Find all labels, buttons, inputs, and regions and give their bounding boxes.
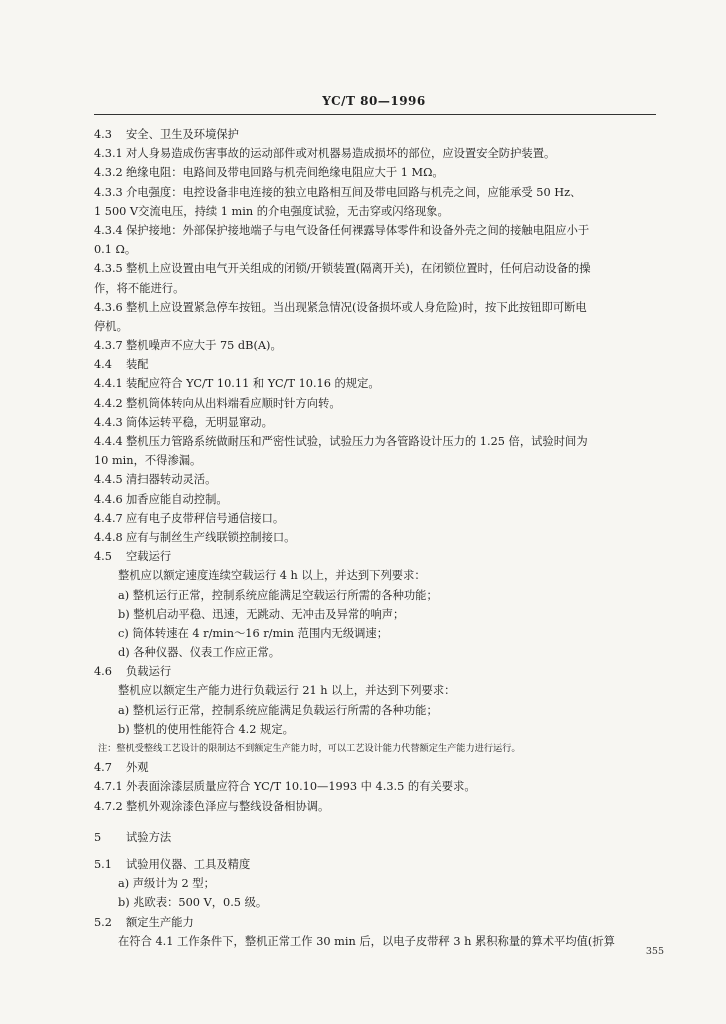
clause-number: 4.3.5 (94, 262, 123, 276)
clause-text: a) 整机运行正常，控制系统应能满足负载运行所需的各种功能； (118, 703, 438, 717)
text-line (94, 432, 660, 451)
clause-number: 4.4.8 (94, 530, 123, 544)
clause-text: b) 兆欧表：500 V，0.5 级。 (118, 896, 268, 910)
clause-number: 4.3.2 (94, 166, 123, 180)
text-line (94, 317, 660, 336)
text-line (94, 509, 660, 528)
text-line (94, 125, 660, 144)
clause-number: 4.4 (94, 358, 112, 372)
clause-text: 整机应以额定生产能力进行负载运行 21 h 以上，并达到下列要求： (118, 684, 456, 698)
clause-text: 整机压力管路系统做耐压和严密性试验，试验压力为各管路设计压力的 1.25 倍，试验时间为 (126, 435, 588, 448)
clause-number: 4.4.5 (94, 473, 123, 487)
clause-text: d) 各种仪器、仪表工作应正常。 (118, 646, 281, 660)
text-line (94, 605, 660, 624)
clause-text: 10 min，不得渗漏。 (94, 454, 202, 468)
text-line (94, 259, 660, 278)
text-line (94, 758, 660, 777)
clause-text: 保护接地：外部保护接地端子与电气设备任何裸露导体零件和设备外壳之间的接触电阻应小于 (126, 223, 590, 237)
clause-text: 外表面涂漆层质量应符合 YC/T 10.10—1993 中 4.3.5 的有关要求。 (126, 780, 476, 794)
page-header-title: YC/T 80—1996 (322, 94, 426, 108)
text-line (94, 874, 660, 893)
clause-number: 4.4.7 (94, 511, 123, 525)
text-line (94, 739, 660, 758)
clause-text: 负载运行 (126, 665, 172, 679)
clause-text: 外观 (126, 761, 149, 775)
clause-text: 整机上应设置由电气开关组成的闭锁/开锁装置(隔离开关)，在闭锁位置时，任何启动设备的操 (126, 262, 591, 276)
text-line (94, 202, 660, 221)
text-line (94, 490, 660, 509)
clause-number: 4.6 (94, 665, 112, 679)
clause-number: 4.4.4 (94, 435, 123, 448)
clause-number: 4.3.4 (94, 223, 123, 237)
clause-number: 4.3 (94, 128, 112, 141)
clause-text: 注：整机受整线工艺设计的限制达不到额定生产能力时，可以工艺设计能力代替额定生产能力进行运行。 (98, 743, 521, 754)
clause-text: 整机筒体转向从出料端看应顺时针方向转。 (126, 396, 341, 410)
clause-number: 4.4.6 (94, 492, 123, 506)
clause-number: 4.4.1 (94, 377, 123, 391)
clause-number: 4.3.7 (94, 339, 123, 353)
page-number: 355 (645, 946, 664, 957)
text-line (94, 355, 660, 374)
clause-number: 4.7 (94, 761, 112, 775)
text-line (94, 394, 660, 413)
text-line (94, 221, 660, 240)
text-line (94, 451, 660, 470)
text-line (94, 374, 660, 393)
text-line (94, 336, 660, 355)
clause-text: c) 筒体转速在 4 r/min～16 r/min 范围内无级调速； (118, 626, 389, 640)
text-line (94, 470, 660, 489)
clause-text: 试验方法 (126, 830, 172, 844)
clause-text: 整机应以额定速度连续空载运行 4 h 以上，并达到下列要求： (118, 569, 426, 583)
clause-number: 4.5 (94, 550, 112, 564)
clause-text: b) 整机启动平稳、迅速，无跳动、无冲击及异常的响声； (118, 607, 405, 621)
text-line (94, 163, 660, 182)
clause-text: 0.1 Ω。 (94, 243, 137, 257)
text-line (94, 279, 660, 298)
clause-text: 试验用仪器、工具及精度 (126, 857, 251, 871)
clause-text: a) 整机运行正常，控制系统应能满足空载运行所需的各种功能； (118, 588, 438, 602)
clause-number: 4.4.3 (94, 415, 123, 429)
text-line (94, 183, 660, 202)
clause-text: 停机。 (94, 319, 128, 333)
text-line (94, 855, 660, 874)
text-line (94, 298, 660, 317)
text-line (94, 566, 660, 585)
clause-text: 整机噪声不应大于 75 dB(A)。 (126, 339, 282, 353)
text-line (94, 624, 660, 643)
text-line (94, 240, 660, 259)
text-line (94, 913, 660, 932)
clause-text: 装配 (126, 358, 149, 372)
text-line (94, 720, 660, 739)
clause-number: 4.7.2 (94, 799, 123, 813)
text-line (94, 681, 660, 700)
clause-text: 加香应能自动控制。 (126, 492, 228, 506)
text-line (94, 586, 660, 605)
clause-text: 作，将不能进行。 (94, 281, 185, 295)
clause-text: b) 整机的使用性能符合 4.2 规定。 (118, 722, 294, 736)
clause-number: 4.3.6 (94, 300, 123, 314)
text-line (94, 797, 660, 816)
text-line (94, 413, 660, 432)
clause-text: 空载运行 (126, 550, 172, 564)
clause-text: 清扫器转动灵活。 (126, 473, 217, 487)
clause-text: 额定生产能力 (126, 915, 194, 929)
clause-text: 装配应符合 YC/T 10.11 和 YC/T 10.16 的规定。 (126, 377, 380, 391)
clause-text: 应有电子皮带秤信号通信接口。 (126, 511, 285, 525)
text-line (94, 932, 660, 951)
clause-number: 4.3.1 (94, 147, 123, 161)
clause-text: 绝缘电阻：电路间及带电回路与机壳间绝缘电阻应大于 1 MΩ。 (126, 166, 444, 180)
clause-text: 整机外观涂漆色泽应与整线设备相协调。 (126, 799, 330, 813)
clause-text: 介电强度：电控设备非电连接的独立电路相互间及带电回路与机壳之间，应能承受 50 Hz、 (126, 185, 582, 199)
document-body (94, 125, 660, 951)
text-line (94, 701, 660, 720)
text-line (94, 828, 660, 847)
text-line (94, 528, 660, 547)
text-line (94, 777, 660, 796)
clause-text: 对人身易造成伤害事故的运动部件或对机器易造成损坏的部位，应设置安全防护装置。 (126, 147, 556, 161)
clause-text: 安全、卫生及环境保护 (126, 128, 239, 141)
clause-text: 筒体运转平稳，无明显窜动。 (126, 415, 273, 429)
clause-number: 4.3.3 (94, 185, 123, 199)
header-rule (94, 114, 656, 115)
clause-text: a) 声级计为 2 型； (118, 877, 215, 891)
clause-number: 4.4.2 (94, 396, 123, 410)
text-line (94, 643, 660, 662)
clause-text: 在符合 4.1 工作条件下，整机正常工作 30 min 后，以电子皮带秤 3 h 累积称量的算术平均值(折算 (118, 934, 615, 948)
clause-text: 1 500 V交流电压，持续 1 min 的介电强度试验，无击穿或闪络现象。 (94, 204, 449, 218)
clause-number: 5.2 (94, 915, 112, 929)
text-line (94, 144, 660, 163)
text-line (94, 662, 660, 681)
clause-number: 5.1 (94, 857, 112, 871)
clause-text: 应有与制丝生产线联锁控制接口。 (126, 530, 296, 544)
text-line (94, 547, 660, 566)
clause-number: 4.7.1 (94, 780, 123, 794)
clause-text: 整机上应设置紧急停车按钮。当出现紧急情况(设备损坏或人身危险)时，按下此按钮即可断电 (126, 300, 587, 314)
text-line (94, 893, 660, 912)
clause-number: 5 (94, 830, 102, 844)
